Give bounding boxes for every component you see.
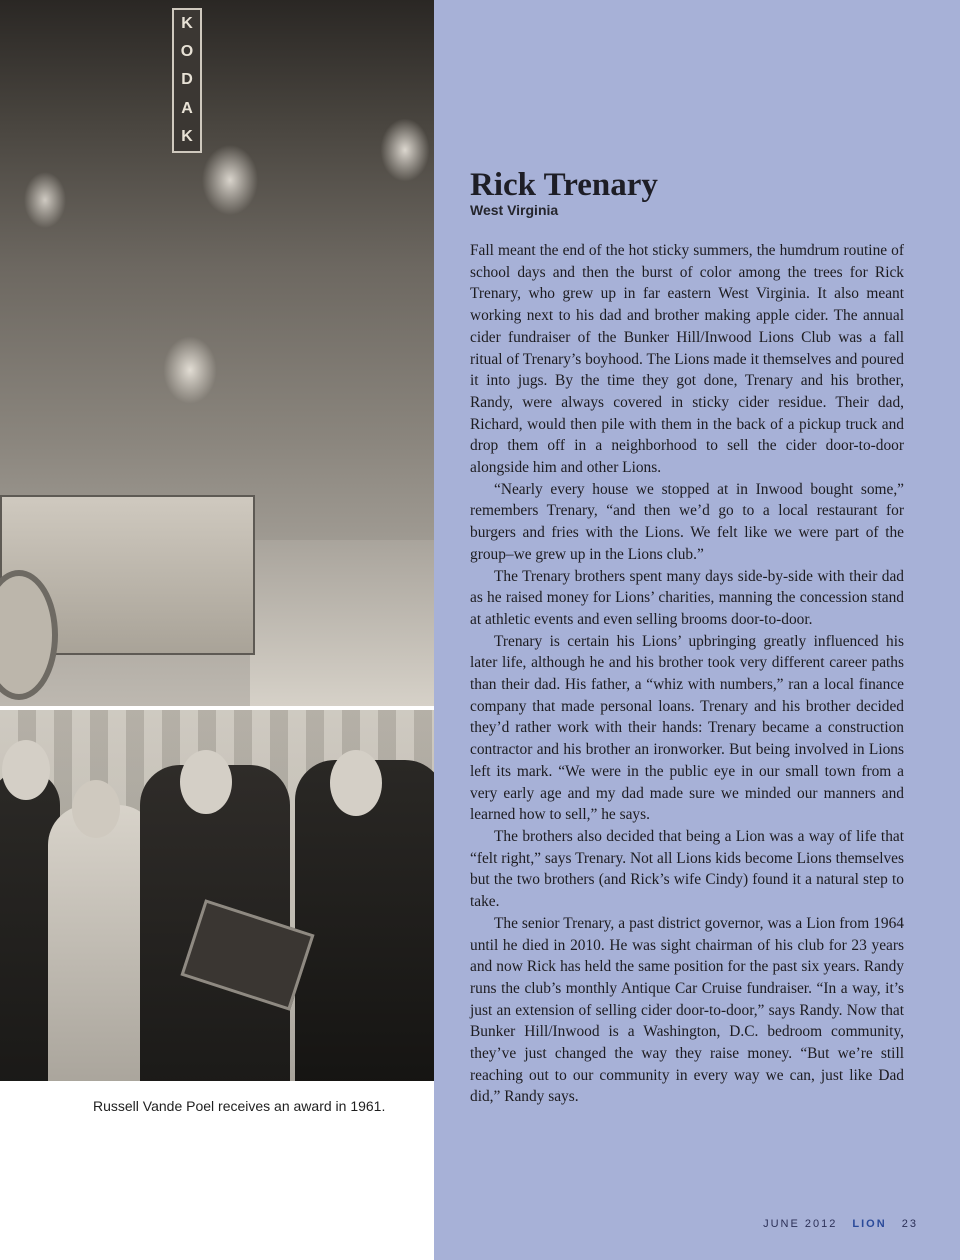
- page-footer: [763, 1218, 918, 1230]
- article-body: [470, 240, 904, 1108]
- paragraph: The senior Trenary, a past district governor, was a Lion from 1964 until he died in 2010. He was sight chairman of his club for 23 years and now Rick has held the same position for the past six years. Randy runs the club’s monthly Antique Car Cruise fundraiser. “In a way, it’s just an extension of selling cider door-to-door,” says Randy. Now that Bunker Hill/Inwood is a Washington, D.C. bedroom community, they’ve just changed the way they raise money. “But we’re still reaching out to our community in every way we can, just like Dad did,” Randy says.: [470, 914, 904, 1106]
- paragraph: “Nearly every house we stopped at in Inwood bought some,” remembers Trenary, “and then we’d go to a local restaurant for burgers and fries with the Lions. We felt like we were part of the group–we grew up in the Lions club.”: [470, 480, 904, 563]
- award-ceremony-photo: [0, 710, 434, 1081]
- sign-letter: D: [181, 71, 193, 89]
- street-pavement: [250, 540, 434, 706]
- page-number: 23: [901, 1218, 918, 1230]
- paragraph: The Trenary brothers spent many days side-by-side with their dad as he raised money for Lions’ charities, manning the concession stand at athletic events and even selling brooms door-to-door.: [470, 567, 904, 628]
- photo-caption-area: [0, 1081, 434, 1260]
- photo-caption: Russell Vande Poel receives an award in 1961.: [93, 1098, 386, 1114]
- sign-letter: K: [181, 127, 193, 145]
- paragraph: Trenary is certain his Lions’ upbringing greatly influenced his later life, although he and his brother took very different career paths than their dad. His father, a “whiz with numbers,” ran a local finance company that made personal loans. Trenary and his brother decided they’d rather work with their hands: Trenary became a construction contractor and his brother an ironworker. But being involved in Lions left its mark. “We were in the public eye in our small town from a very early age and my dad made sure we minded our manners and learned how to sell,” he says.: [470, 632, 904, 824]
- paragraph: The brothers also decided that being a Lion was a way of life that “felt right,” says Trenary. Not all Lions kids become Lions themselves but the two brothers (and Rick’s wife Cindy) found it a natural step to take.: [470, 827, 904, 911]
- sign-letter: O: [180, 43, 194, 61]
- presenter-head: [330, 750, 382, 816]
- man-left-head: [2, 740, 50, 800]
- sign-letter: K: [181, 15, 193, 33]
- award-recipient-head: [180, 750, 232, 814]
- paragraph: Fall meant the end of the hot sticky summers, the humdrum routine of school days and then the burst of color among the trees for Rick Trenary, who grew up in far eastern West Virginia. It also meant working next to his dad and brother making apple cider. The annual cider fundraiser of the Bunker Hill/Inwood Lions Club was a fall ritual of Trenary’s boyhood. The Lions made it themselves and poured it into jugs. By the time they got done, Trenary and his brother, Randy, were always covered in sticky cider residue. Their dad, Richard, would then pile with them in the back of a pickup truck and drop them off in a neighborhood to sell the cider door-to-door alongside him and other Lions.: [470, 242, 904, 477]
- article-title: Rick Trenary: [470, 167, 658, 203]
- issue-date: JUNE 2012: [763, 1218, 838, 1230]
- street-scene-photo: [0, 0, 434, 706]
- article-subtitle: West Virginia: [470, 202, 559, 218]
- sign-letter: A: [181, 99, 193, 117]
- woman-head: [72, 780, 120, 838]
- magazine-name: LION: [852, 1218, 887, 1230]
- kodak-sign: [172, 8, 202, 153]
- article-panel: [434, 0, 960, 1260]
